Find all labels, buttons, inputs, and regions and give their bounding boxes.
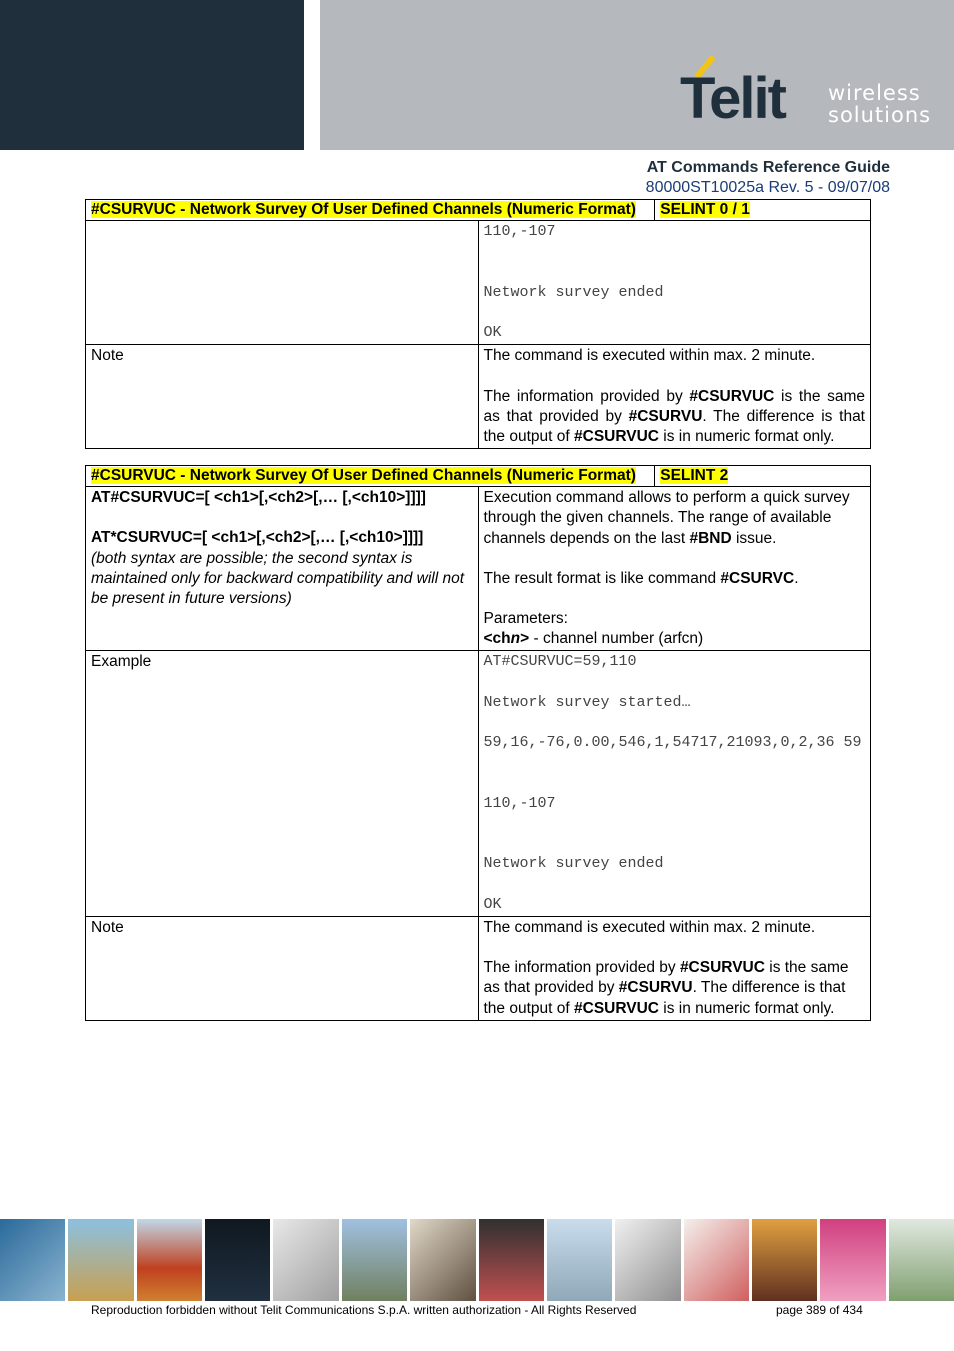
note-label: Note: [86, 345, 479, 449]
param-description: - channel number (arfcn): [529, 630, 704, 648]
output-line: [484, 263, 866, 283]
text-run: The result format is like command: [483, 569, 721, 587]
photo-tile: [889, 1219, 954, 1301]
parameter-item: [484, 629, 866, 649]
document-reference: 80000ST10025a Rev. 5 - 09/07/08: [645, 179, 890, 196]
param-name: <ch: [483, 630, 511, 648]
note-cell: [478, 345, 871, 449]
param-name: n: [510, 630, 521, 648]
example-line: Network survey ended: [483, 855, 664, 873]
example-line: 110,-107: [483, 794, 556, 812]
text-run: The information provided by: [483, 387, 690, 405]
empty-label-cell: [86, 221, 479, 345]
note-text: The command is executed within max. 2 minute.: [483, 919, 816, 937]
logo-tagline: [828, 82, 931, 126]
document-title-block: [646, 158, 890, 198]
example-line: AT#CSURVUC=59,110: [483, 653, 637, 671]
copyright-notice: Reproduction forbidden without Telit Communications S.p.A. written authorization - All Rights Reserved: [91, 1303, 637, 1317]
table-row: [86, 917, 871, 1021]
example-line: [484, 673, 866, 693]
table-row: [86, 345, 871, 449]
syntax-primary: AT#CSURVUC=[ <ch1>[,<ch2>[,… [,<ch10>]]]]: [91, 489, 426, 507]
photo-tile: [615, 1219, 680, 1301]
example-line: [484, 753, 866, 773]
output-line: [484, 303, 866, 323]
photo-tile: [479, 1219, 544, 1301]
output-line: Network survey ended: [483, 283, 664, 301]
text-run: is in numeric format only.: [659, 428, 835, 446]
command-ref: #CSURVC: [720, 569, 795, 587]
example-line: 59,16,-76,0.00,546,1,54717,21093,0,2,36 59: [483, 734, 862, 752]
photo-tile: [410, 1219, 475, 1301]
result-format-text: [484, 569, 866, 589]
text-run: is in numeric format only.: [659, 999, 835, 1017]
table-row: [86, 651, 871, 917]
command-table-selint-0-1: [85, 199, 871, 449]
table-row: [86, 221, 871, 345]
selint-cell: [654, 200, 750, 220]
example-line: [484, 875, 866, 895]
footer-photo-strip: [0, 1219, 954, 1301]
photo-tile: [205, 1219, 270, 1301]
logo-wordmark: Telit: [680, 66, 785, 131]
command-ref: #CSURVUC: [679, 959, 765, 977]
table-heading-row: [86, 200, 871, 221]
text-run: . The difference is that the output of: [483, 979, 846, 1017]
command-ref: #CSURVUC: [689, 387, 775, 405]
example-line: OK: [483, 895, 502, 913]
table-heading-cell: [86, 200, 871, 221]
logo-tagline-1: wireless: [828, 81, 921, 105]
table-heading-row: [86, 466, 871, 487]
note-text: The command is executed within max. 2 minute.: [483, 347, 816, 365]
text-run: Execution command allows to perform a quick survey through the given channels. The range of available channels depends on the last: [483, 489, 850, 547]
logo-tagline-2: solutions: [828, 103, 932, 127]
example-label: Example: [86, 651, 479, 917]
note-cell: [478, 917, 871, 1021]
param-name: >: [520, 630, 530, 648]
continuation-cell: [478, 221, 871, 345]
photo-tile: [0, 1219, 65, 1301]
output-line: 110,-107: [483, 223, 556, 241]
photo-tile: [68, 1219, 133, 1301]
syntax-note: (both syntax are possible; the second syntax is maintained only for backward compatibility and will not be present in future versions): [91, 549, 465, 608]
command-heading: #CSURVUC - Network Survey Of User Defined Channels (Numeric Format): [91, 467, 636, 484]
photo-tile: [684, 1219, 749, 1301]
command-ref: #BND: [689, 529, 732, 547]
table-row: [86, 487, 871, 651]
example-cell: [478, 651, 871, 917]
example-line: [484, 834, 866, 854]
photo-tile: [752, 1219, 817, 1301]
table-heading-cell: [86, 466, 871, 487]
parameters-label: Parameters:: [483, 610, 568, 628]
description-cell: [478, 487, 871, 651]
example-line: [484, 814, 866, 834]
command-ref: #CSURVU: [618, 979, 693, 997]
example-line: Network survey started…: [483, 693, 691, 711]
command-ref: #CSURVUC: [574, 428, 659, 446]
selint-cell: [654, 466, 728, 486]
photo-tile: [547, 1219, 612, 1301]
photo-tile: [273, 1219, 338, 1301]
text-run: is the same as that provided by: [483, 387, 866, 425]
syntax-alternate: AT*CSURVUC=[ <ch1>[,<ch2>[,… [,<ch10>]]]]: [91, 529, 424, 547]
example-line: [484, 713, 866, 733]
command-ref: #CSURVU: [628, 407, 703, 425]
text-run: . The difference is that the output of: [483, 407, 865, 446]
text-run: is the same as that provided by: [483, 959, 849, 997]
output-line: [484, 242, 866, 262]
selint-badge: SELINT 0 / 1: [660, 201, 750, 218]
selint-badge: SELINT 2: [660, 467, 729, 484]
command-heading: #CSURVUC - Network Survey Of User Defined Channels (Numeric Format): [91, 201, 636, 218]
note-paragraph: [484, 387, 866, 448]
text-run: issue.: [731, 529, 777, 547]
command-table-selint-2: [85, 465, 871, 1021]
output-line: OK: [483, 324, 502, 342]
header-dark-panel: [0, 0, 304, 150]
note-paragraph: [484, 958, 866, 1019]
text-run: .: [794, 569, 799, 587]
note-label: Note: [86, 917, 479, 1021]
syntax-cell: [86, 487, 479, 651]
page-number: page 389 of 434: [776, 1303, 863, 1317]
telit-logo: [676, 52, 936, 132]
command-ref: #CSURVUC: [574, 999, 659, 1017]
photo-tile: [342, 1219, 407, 1301]
photo-tile: [137, 1219, 202, 1301]
photo-tile: [820, 1219, 885, 1301]
example-line: [484, 774, 866, 794]
description-text: [484, 488, 866, 549]
text-run: The information provided by: [483, 959, 680, 977]
document-title: AT Commands Reference Guide: [646, 159, 890, 176]
